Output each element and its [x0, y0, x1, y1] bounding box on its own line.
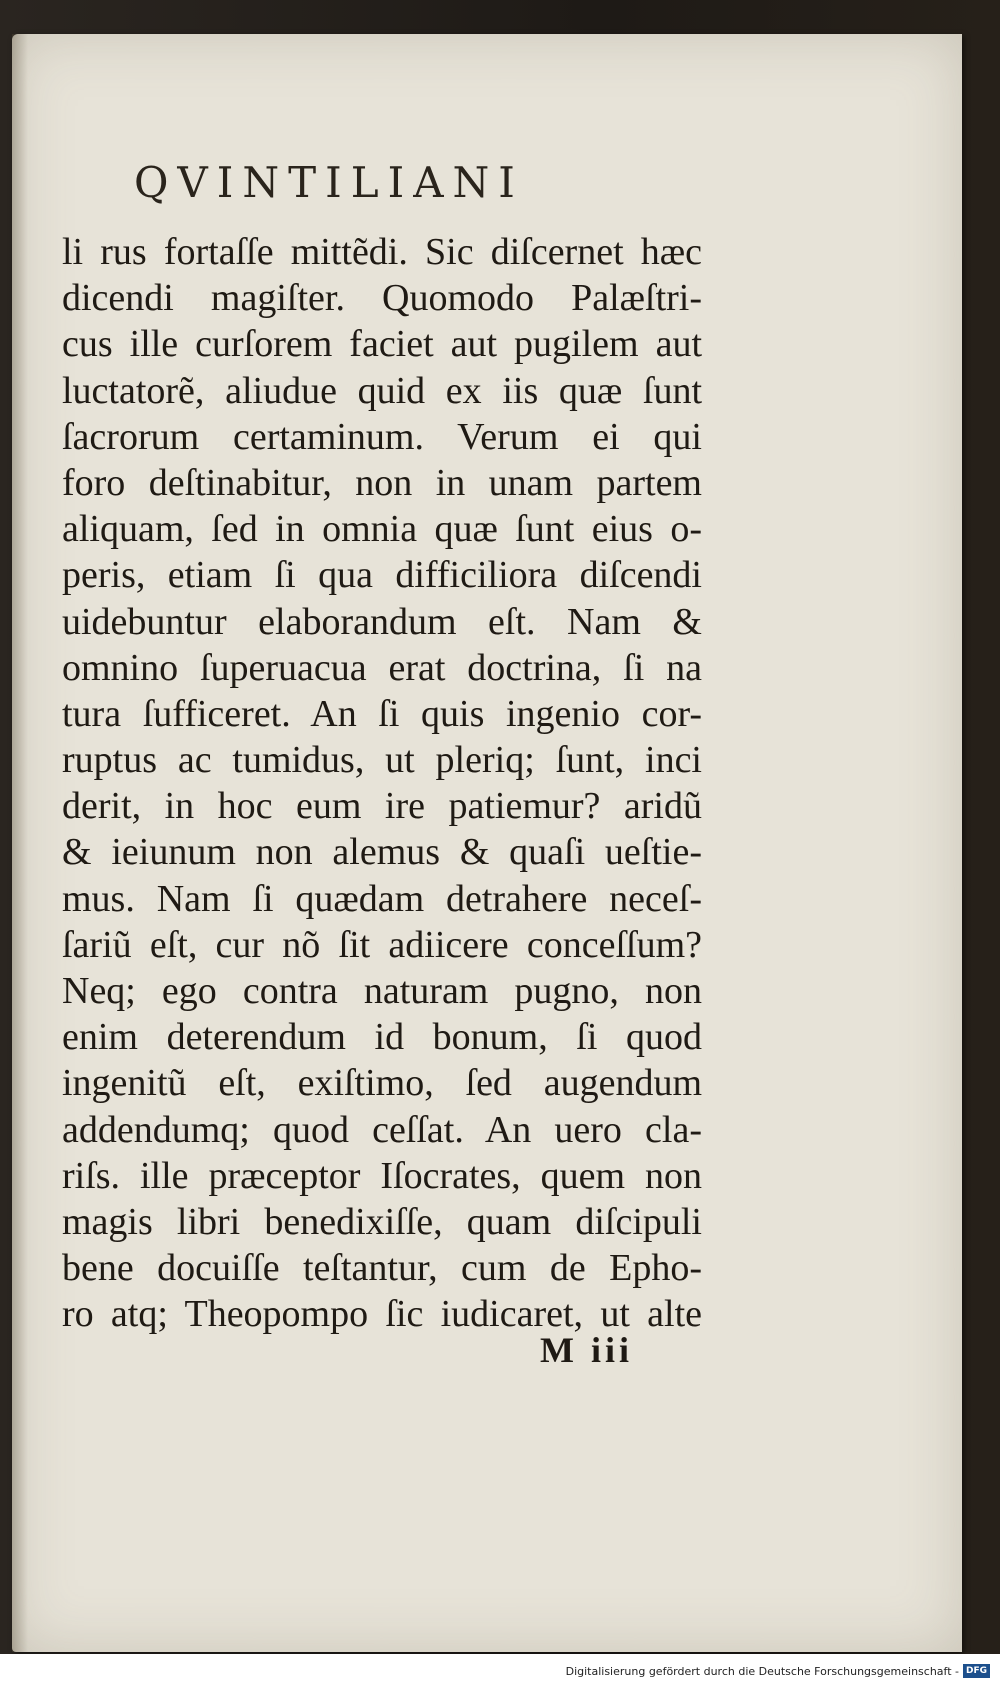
text-line: ro atq; Theopompo ſic iudicaret, ut alte — [62, 1293, 702, 1336]
text-line: uidebuntur elaborandum eſt. Nam & — [62, 600, 702, 643]
text-line: & ieiunum non alemus & quaſi ueſtie- — [62, 831, 702, 874]
footer-bar — [0, 1654, 1000, 1684]
text-line: cus ille curſorem faciet aut pugilem aut — [62, 323, 702, 366]
text-line: luctatorẽ, aliudue quid ex iis quæ ſunt — [62, 369, 702, 412]
running-head: QVINTILIANI — [134, 158, 524, 207]
text-line: riſs. ille præceptor Iſocrates, quem non — [62, 1154, 702, 1197]
book-page — [12, 34, 962, 1652]
text-line: tura ſufficeret. An ſi quis ingenio cor- — [62, 692, 702, 735]
text-line: aliquam, ſed in omnia quæ ſunt eius o- — [62, 508, 702, 551]
text-line: li rus fortaſſe mittẽdi. Sic diſcernet hæc — [62, 231, 702, 273]
text-line: Neq; ego contra naturam pugno, non — [62, 970, 702, 1012]
text-line: addendumq; quod ceſſat. An uero cla- — [62, 1108, 702, 1151]
body-text — [62, 229, 702, 1338]
text-line: foro deſtinabitur, non in unam partem — [62, 461, 702, 504]
text-line: ingenitũ eſt, exiſtimo, ſed augendum — [62, 1062, 702, 1105]
text-line: ruptus ac tumidus, ut pleriq; ſunt, inci — [62, 739, 702, 782]
funding-credit-text: Digitalisierung gefördert durch die Deutsche Forschungsgemeinschaft - — [565, 1664, 959, 1678]
text-line: enim deterendum id bonum, ſi quod — [62, 1016, 702, 1059]
text-line: bene docuiſſe teſtantur, cum de Epho- — [62, 1247, 702, 1290]
text-line: peris, etiam ſi qua difficiliora diſcendi — [62, 554, 702, 597]
dfg-logo-icon: DFG — [963, 1664, 990, 1678]
text-line: omnino ſuperuacua erat doctrina, ſi na — [62, 646, 702, 689]
signature-mark: M iii — [540, 1330, 633, 1370]
text-line: mus. Nam ſi quædam detrahere neceſ- — [62, 877, 702, 920]
text-line: magis libri benedixiſſe, quam diſcipuli — [62, 1200, 702, 1243]
text-line: ſariũ eſt, cur nõ ſit adiicere conceſſum? — [62, 923, 702, 966]
footer-credit — [566, 1664, 990, 1678]
text-line: ſacrorum certaminum. Verum ei qui — [62, 415, 702, 458]
text-line: derit, in hoc eum ire patiemur? aridũ — [62, 785, 702, 828]
text-line: dicendi magiſter. Quomodo Palæſtri- — [62, 277, 702, 320]
